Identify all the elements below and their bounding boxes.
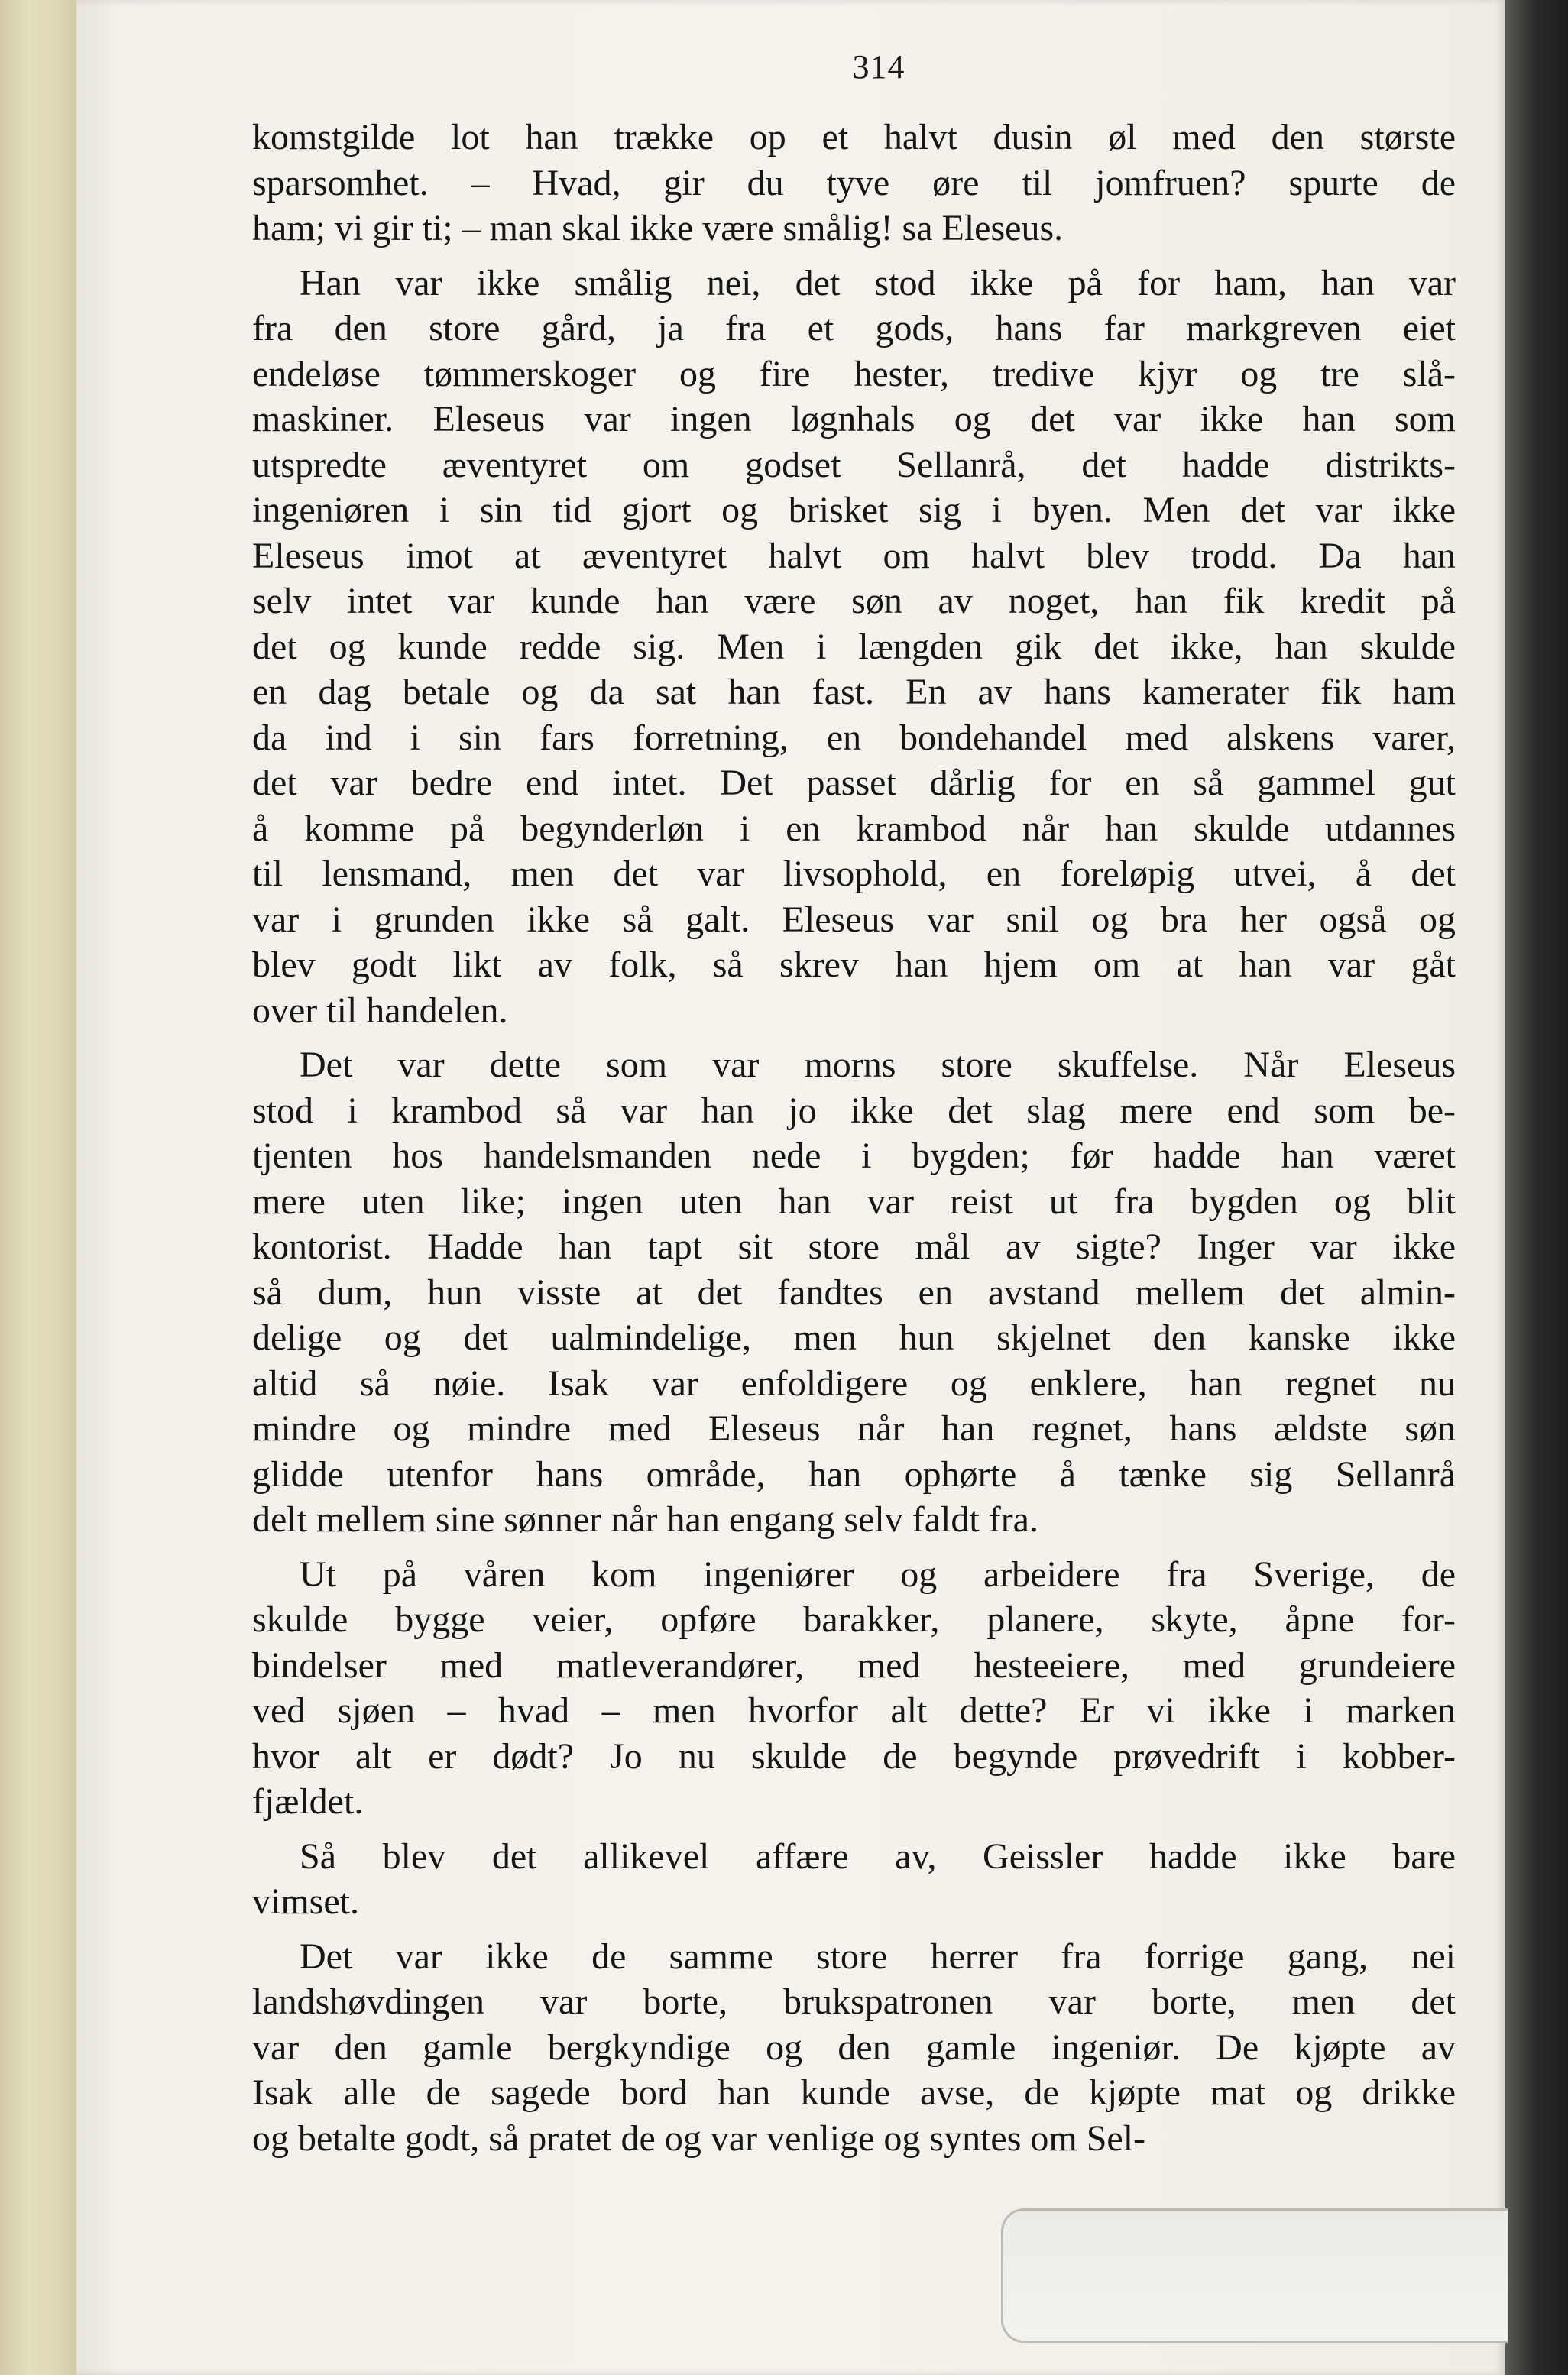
text-line: maskiner. Eleseus var ingen løgnhals og det var ikke han som xyxy=(252,399,1456,439)
text-line: kontorist. Hadde han tapt sit store mål av sigte? Inger var ikke xyxy=(252,1226,1456,1267)
paragraph xyxy=(252,1934,1456,2162)
text-line: fjældet. xyxy=(252,1781,364,1822)
text-line: mindre og mindre med Eleseus når han regnet, hans ældste søn xyxy=(252,1408,1456,1449)
text-line: over til handelen. xyxy=(252,990,508,1031)
text-line: delt mellem sine sønner når han engang selv faldt fra. xyxy=(252,1499,1038,1540)
text-line: da ind i sin fars forretning, en bondehandel med alskens varer, xyxy=(252,717,1456,758)
text-line: Så blev det allikevel affære av, Geissler hadde ikke bare xyxy=(300,1836,1456,1877)
text-line: det og kunde redde sig. Men i længden gik det ikke, han skulde xyxy=(252,626,1456,667)
text-line: så dum, hun visste at det fandtes en avstand mellem det almin- xyxy=(252,1272,1456,1313)
text-line: var i grunden ikke så galt. Eleseus var snil og bra her også og xyxy=(252,899,1456,940)
corner-frame-decoration xyxy=(1001,2208,1508,2343)
text-line: Det var ikke de samme store herrer fra forrige gang, nei xyxy=(300,1936,1456,1977)
paragraph xyxy=(252,115,1456,251)
text-line: utspredte æventyret om godset Sellanrå, det hadde distrikts- xyxy=(252,444,1456,485)
text-line: Han var ikke smålig nei, det stod ikke på for ham, han var xyxy=(300,262,1456,303)
text-line: komstgilde lot han trække op et halvt dusin øl med den største xyxy=(252,117,1456,157)
text-line: mere uten like; ingen uten han var reist ut fra bygden og blit xyxy=(252,1181,1456,1222)
text-line: en dag betale og da sat han fast. En av hans kamerater fik ham xyxy=(252,672,1456,712)
text-line: tjenten hos handelsmanden nede i bygden; før hadde han været xyxy=(252,1136,1456,1176)
text-line: altid så nøie. Isak var enfoldigere og enklere, han regnet nu xyxy=(252,1362,1456,1404)
text-line: til lensmand, men det var livsophold, en foreløpig utvei, å det xyxy=(252,854,1456,894)
text-line: fra den store gård, ja fra et gods, hans far markgreven eiet xyxy=(252,308,1456,348)
text-line: skulde bygge veier, opføre barakker, planere, skyte, åpne for- xyxy=(252,1599,1456,1640)
page-number: 314 xyxy=(852,48,905,86)
text-line: ved sjøen – hvad – men hvorfor alt dette? Er vi ikke i marken xyxy=(252,1690,1456,1731)
text-line: å komme på begynderløn i en krambod når han skulde utdannes xyxy=(252,808,1456,849)
text-line: glidde utenfor hans område, han ophørte å tænke sig Sellanrå xyxy=(252,1453,1456,1495)
text-line: det var bedre end intet. Det passet dårlig for en så gammel gut xyxy=(252,763,1456,803)
paragraph xyxy=(252,1552,1456,1825)
text-line: Ut på våren kom ingeniører og arbeidere fra Sverige, de xyxy=(300,1554,1456,1595)
text-line: delige og det ualmindelige, men hun skjelnet den kanske ikke xyxy=(252,1317,1456,1358)
text-line: Eleseus imot at æventyret halvt om halvt blev trodd. Da han xyxy=(252,535,1456,576)
text-line: stod i krambod så var han jo ikke det slag mere end som be- xyxy=(252,1090,1456,1131)
text-line: endeløse tømmerskoger og fire hester, tredive kjyr og tre slå- xyxy=(252,353,1456,394)
text-line: var den gamle bergkyndige og den gamle ingeniør. De kjøpte av xyxy=(252,2027,1456,2068)
text-line: Isak alle de sagede bord han kunde avse, de kjøpte mat og drikke xyxy=(252,2072,1456,2113)
text-line: blev godt likt av folk, så skrev han hjem om at han var gåt xyxy=(252,944,1456,985)
text-line: hvor alt er dødt? Jo nu skulde de begynde prøvedrift i kobber- xyxy=(252,1735,1456,1777)
text-line: sparsomhet. – Hvad, gir du tyve øre til jomfruen? spurte de xyxy=(252,162,1456,203)
text-line: og betalte godt, så pratet de og var venlige og syntes om Sel- xyxy=(252,2117,1146,2159)
text-line: ham; vi gir ti; – man skal ikke være smålig! sa Eleseus. xyxy=(252,208,1064,248)
text-line: vimset. xyxy=(252,1881,359,1922)
page-gutter-shadow xyxy=(1505,0,1568,2375)
paragraph xyxy=(252,261,1456,1034)
text-line: selv intet var kunde han være søn av noget, han fik kredit på xyxy=(252,581,1456,621)
text-line: bindelser med matleverandører, med hesteeiere, med grundeiere xyxy=(252,1644,1456,1686)
text-line: landshøvdingen var borte, brukspatronen var borte, men det xyxy=(252,1981,1456,2022)
paragraph xyxy=(252,1042,1456,1543)
paragraph xyxy=(252,1834,1456,1925)
text-line: ingeniøren i sin tid gjort og brisket sig i byen. Men det var ikke xyxy=(252,490,1456,530)
text-line: Det var dette som var morns store skuffelse. Når Eleseus xyxy=(300,1045,1456,1085)
book-page-edge xyxy=(0,0,84,2375)
body-text xyxy=(252,115,1456,2170)
